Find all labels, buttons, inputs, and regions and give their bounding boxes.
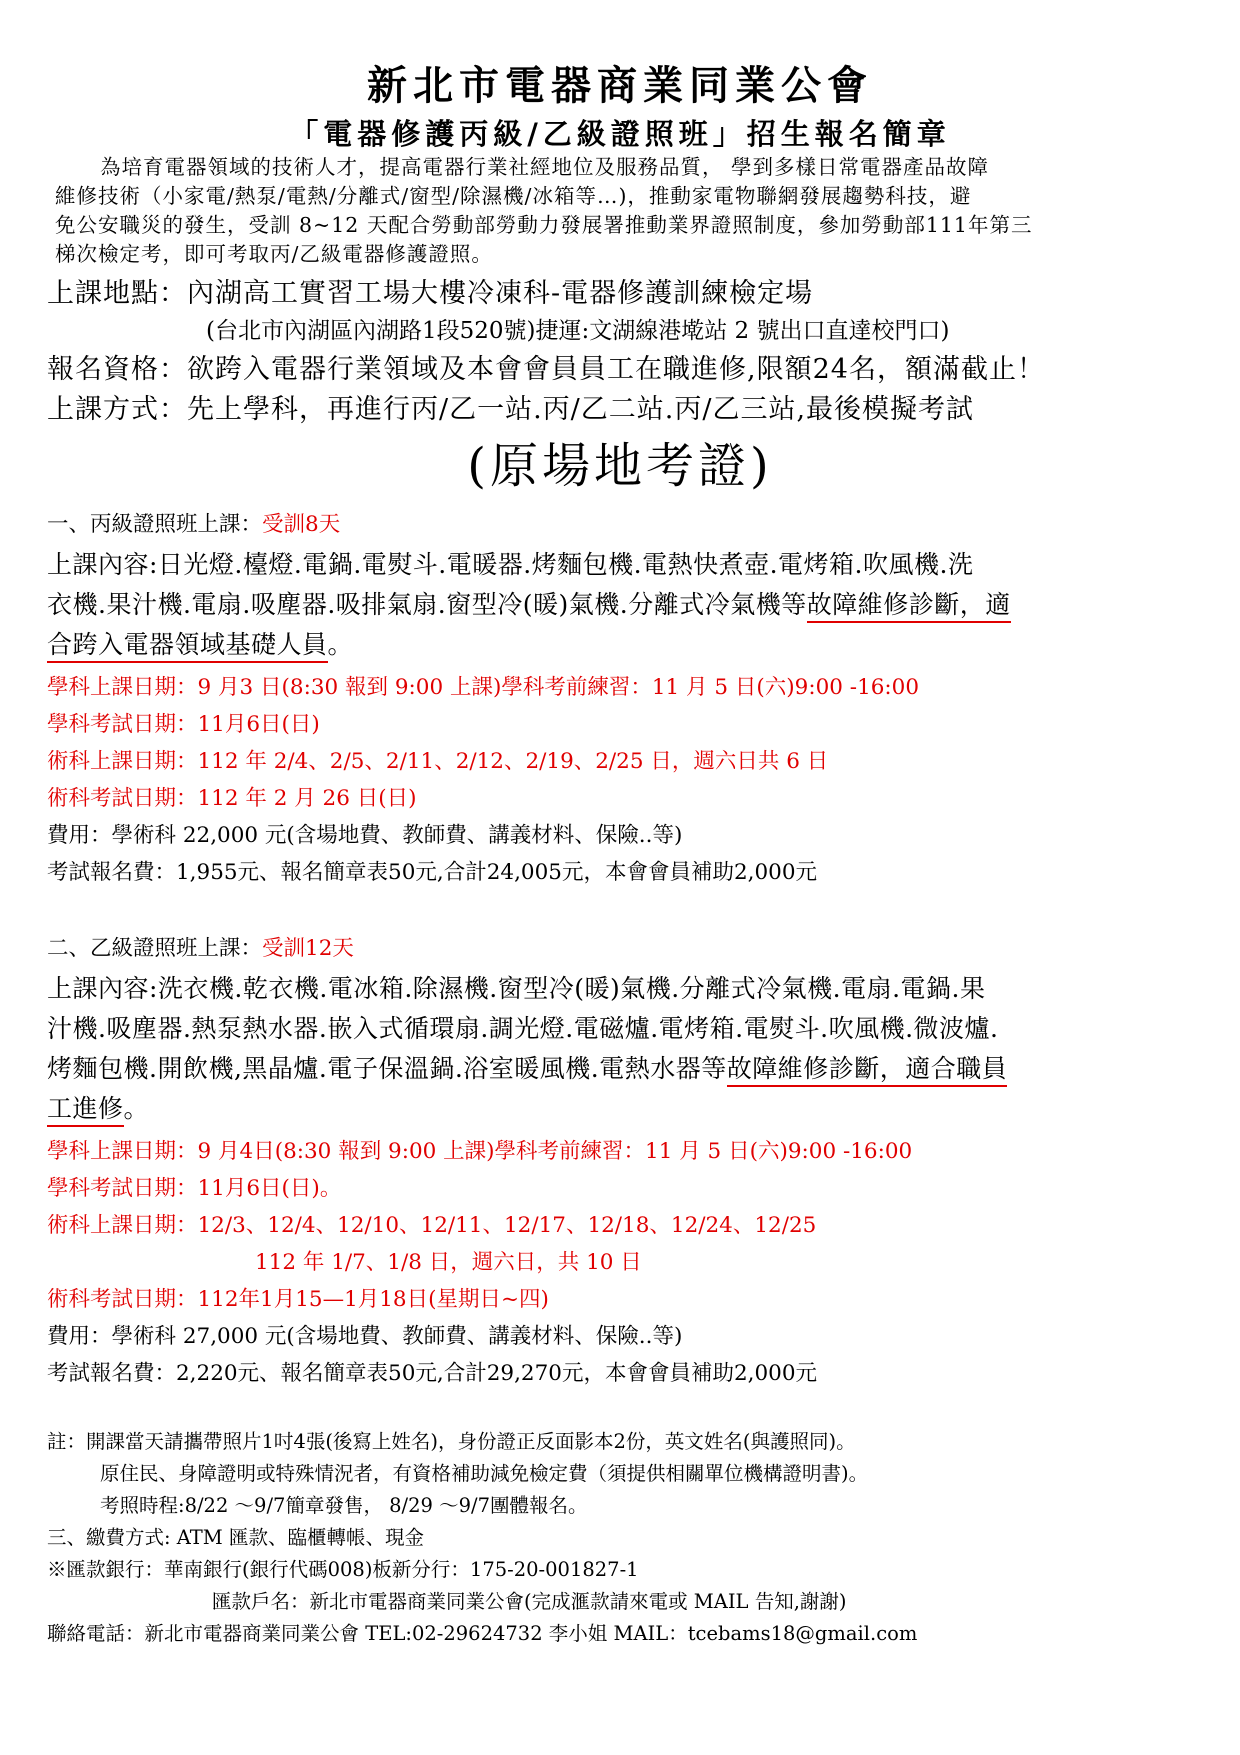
class-c-content-2 xyxy=(47,592,1011,617)
class-b-content-4 xyxy=(47,1096,149,1121)
class-b-content-2: 汁機.吸塵器.熱泵熱水器.嵌入式循環扇.調光燈.電磁爐.電烤箱.電熨斗.吹風機.微波爐. xyxy=(47,1014,999,1043)
info-eligibility: 報名資格：欲跨入電器行業領域及本會會員員工在職進修,限額24名，額滿截止！ xyxy=(47,354,1045,385)
account-name: 匯款戶名：新北市電器商業同業公會(完成滙款請來電或 MAIL 告知,謝謝) xyxy=(212,1590,847,1613)
class-b-fee: 費用：學術科 27,000 元(含場地費、教師費、講義材料、保險..等) xyxy=(47,1324,683,1349)
page-title: 新北市電器商業同業公會 xyxy=(367,62,873,109)
class-c-practical-exam: 術科考試日期：112 年 2 月 26 日(日) xyxy=(47,786,417,811)
class-c-content-2-text: 衣機.果汁機.電扇.吸塵器.吸排氣扇.窗型冷(暖)氣機.分離式冷氣機等 xyxy=(47,590,807,619)
payment-method: 三、繳費方式: ATM 匯款、臨櫃轉帳、現金 xyxy=(47,1526,424,1549)
class-b-heading xyxy=(47,938,354,960)
intro-line-4: 梯次檢定考，即可考取丙/乙級電器修護證照。 xyxy=(55,242,493,266)
class-b-highlight-2: 工進修 xyxy=(47,1094,124,1127)
class-b-content-3-text: 烤麵包機.開飲機,黑晶爐.電子保溫鍋.浴室暖風機.電熱水器等 xyxy=(47,1054,727,1083)
info-exam-site: (原場地考證) xyxy=(467,438,773,494)
note-1: 註：開課當天請攜帶照片1吋4張(後寫上姓名)，身份證正反面影本2份，英文姓名(與護照同)。 xyxy=(47,1430,856,1453)
intro-line-1: 為培育電器領域的技術人才，提高電器行業社經地位及服務品質， 學到多樣日常電器產品故障 xyxy=(100,155,990,179)
class-c-heading xyxy=(47,514,340,536)
class-b-highlight-1: 故障維修診斷，適合職員 xyxy=(727,1054,1008,1087)
class-b-duration: 受訓12天 xyxy=(262,936,354,961)
page-subtitle: 「電器修護丙級/乙級證照班」招生報名簡章 xyxy=(289,117,951,151)
class-c-content-1: 上課內容:日光燈.檯燈.電鍋.電熨斗.電暖器.烤麵包機.電熱快煮壺.電烤箱.吹風機.洗 xyxy=(47,550,974,579)
class-c-heading-label: 一、丙級證照班上課： xyxy=(47,512,263,537)
class-b-content-3 xyxy=(47,1056,1007,1081)
class-c-highlight-2: 合跨入電器領域基礎人員 xyxy=(47,630,328,663)
class-c-content-3 xyxy=(47,632,353,657)
class-c-exam-fee: 考試報名費：1,955元、報名簡章表50元,合計24,005元，本會會員補助2,000元 xyxy=(47,860,818,885)
class-c-theory-exam: 學科考試日期：11月6日(日) xyxy=(47,712,320,737)
bank-info: ※匯款銀行：華南銀行(銀行代碼008)板新分行：175-20-001827-1 xyxy=(47,1558,639,1581)
class-c-content-end: 。 xyxy=(327,630,354,659)
note-3: 考照時程:8/22 ～9/7簡章發售， 8/29 ～9/7團體報名。 xyxy=(100,1494,588,1517)
class-b-content-1: 上課內容:洗衣機.乾衣機.電冰箱.除濕機.窗型冷(暖)氣機.分離式冷氣機.電扇.電鍋.果 xyxy=(47,974,986,1003)
contact-info: 聯絡電話：新北市電器商業同業公會 TEL:02-29624732 李小姐 MAIL：tcebams18@gmail.com xyxy=(47,1622,918,1645)
class-c-duration: 受訓8天 xyxy=(262,512,341,537)
class-c-highlight-1: 故障維修診斷，適 xyxy=(807,590,1011,623)
intro-line-3: 免公安職災的發生，受訓 8~12 天配合勞動部勞動力發展署推動業界證照制度，參加勞動部111年第三 xyxy=(55,213,1033,237)
class-b-practical-class-2: 112 年 1/7、1/8 日，週六日，共 10 日 xyxy=(255,1250,642,1275)
intro-line-2: 維修技術（小家電/熱泵/電熱/分離式/窗型/除濕機/冰箱等…)，推動家電物聯網發展趨勢科技，避 xyxy=(55,184,972,208)
class-b-theory-exam: 學科考試日期：11月6日(日)。 xyxy=(47,1176,342,1201)
class-b-content-end: 。 xyxy=(123,1094,150,1123)
class-b-exam-fee: 考試報名費：2,220元、報名簡章表50元,合計29,270元，本會會員補助2,000元 xyxy=(47,1361,818,1386)
class-b-practical-exam: 術科考試日期：112年1月15—1月18日(星期日~四) xyxy=(47,1287,549,1312)
class-b-practical-class: 術科上課日期：12/3、12/4、12/10、12/11、12/17、12/18、12/24、12/25 xyxy=(47,1213,817,1238)
class-c-practical-class: 術科上課日期：112 年 2/4、2/5、2/11、2/12、2/19、2/25 日，週六日共 6 日 xyxy=(47,749,829,774)
class-b-theory-class: 學科上課日期：9 月4日(8:30 報到 9:00 上課)學科考前練習：11 月 5 日(六)9:00 -16:00 xyxy=(47,1139,913,1164)
class-c-theory-class: 學科上課日期：9 月3 日(8:30 報到 9:00 上課)學科考前練習：11 月 5 日(六)9:00 -16:00 xyxy=(47,675,920,700)
class-c-fee: 費用：學術科 22,000 元(含場地費、教師費、講義材料、保險..等) xyxy=(47,823,683,848)
note-2: 原住民、身障證明或特殊情況者，有資格補助減免檢定費（須提供相關單位機構證明書)。 xyxy=(100,1462,869,1485)
info-address: (台北市內湖區內湖路1段520號)捷運:文湖線港墘站 2 號出口直達校門口) xyxy=(206,318,950,344)
info-location: 上課地點：內湖高工實習工場大樓冷凍科-電器修護訓練檢定場 xyxy=(47,278,814,309)
class-b-heading-label: 二、乙級證照班上課： xyxy=(47,936,263,961)
info-method: 上課方式：先上學科，再進行丙/乙一站.丙/乙二站.丙/乙三站,最後模擬考試 xyxy=(47,394,975,425)
